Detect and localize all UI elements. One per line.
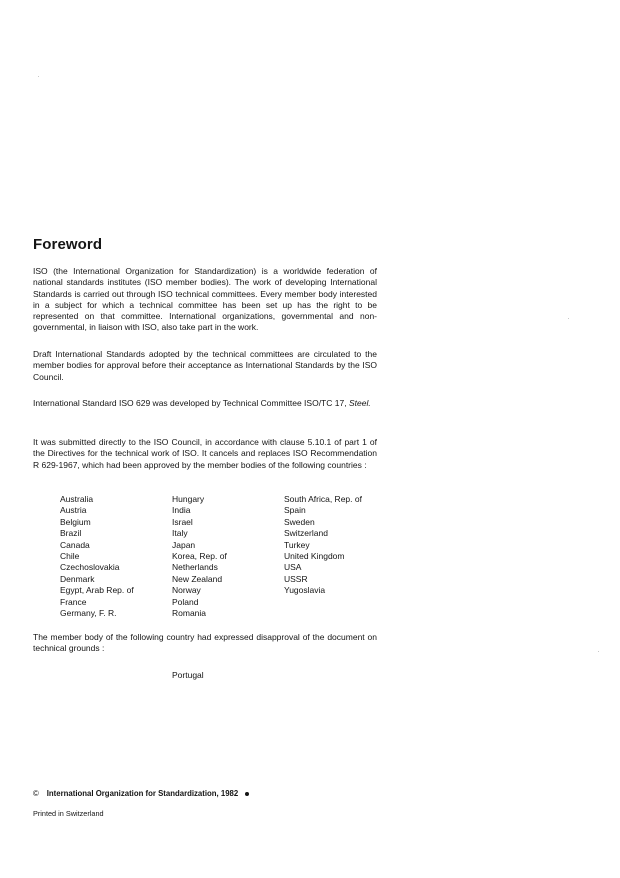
country-name: New Zealand — [172, 573, 223, 584]
country-name: Germany, F. R. — [60, 608, 117, 619]
country-name: Switzerland — [284, 528, 328, 539]
scan-speck — [568, 318, 569, 319]
printed-in-note: Printed in Switzerland — [33, 809, 104, 818]
country-name: Yugoslavia — [284, 585, 326, 596]
country-name: Australia — [60, 494, 94, 504]
country-name: USSR — [284, 573, 308, 584]
country-list-column-1 — [60, 494, 134, 619]
country-name: Hungary — [172, 494, 205, 504]
country-name: Netherlands — [172, 562, 218, 573]
country-name: South Africa, Rep. of — [284, 494, 362, 504]
country-name: Romania — [172, 608, 207, 619]
country-name: Norway — [172, 585, 201, 596]
country-name: Canada — [60, 539, 90, 550]
developed-by-text: International Standard ISO 629 was developed by Technical Committee ISO/TC 17, — [33, 398, 347, 408]
foreword-heading: Foreword — [33, 236, 103, 253]
copyright-line — [33, 789, 249, 798]
country-name: Egypt, Arab Rep. of — [60, 585, 134, 596]
bullet-dot-icon — [245, 792, 249, 796]
country-name: Denmark — [60, 573, 95, 584]
country-name: Turkey — [284, 539, 310, 550]
copyright-text: International Organization for Standardization, 1982 — [46, 789, 239, 798]
country-name: Korea, Rep. of — [172, 551, 227, 562]
country-name: Sweden — [284, 516, 315, 527]
country-name: USA — [284, 562, 302, 573]
country-name: Belgium — [60, 516, 91, 527]
country-name: Spain — [284, 505, 306, 516]
paragraph-submission: It was submitted directly to the ISO Council, in accordance with clause 5.10.1 of part 1 of the Directives for the technical work of ISO. It cancels and replaces ISO Recommendation R 629-1967, which had been approved by the member bodies of the following countries : — [33, 437, 377, 470]
country-name: India — [172, 505, 191, 516]
country-name: France — [60, 596, 87, 607]
paragraph-developed-by — [33, 398, 377, 409]
country-name: Austria — [60, 505, 87, 516]
country-list-column-3 — [284, 494, 362, 597]
country-name: Italy — [172, 528, 188, 539]
scan-speck — [598, 651, 599, 652]
committee-subject: Steel. — [348, 398, 371, 408]
country-name: Japan — [172, 539, 196, 550]
country-name: Israel — [172, 516, 193, 527]
country-name: Chile — [60, 551, 80, 562]
paragraph-disapproval: The member body of the following country had expressed disapproval of the document on technical grounds : — [33, 632, 377, 654]
copyright-icon: © — [33, 789, 39, 798]
country-name: Czechoslovakia — [60, 562, 120, 573]
scan-speck — [38, 76, 39, 77]
country-name: Poland — [172, 596, 199, 607]
disapproving-country: Portugal — [172, 670, 204, 680]
paragraph-draft-standards: Draft International Standards adopted by the technical committees are circulated to the member bodies for approval before their acceptance as International Standards by the ISO Council. — [33, 349, 377, 382]
paragraph-iso-intro: ISO (the International Organization for Standardization) is a worldwide federation of national standards institutes (ISO member bodies). The work of developing International Standards is carried out through ISO technical committees. Every member body interested in a subject for which a technical committee has been set up has the right to be represented on that committee. International organizations, governmental and non-governmental, in liaison with ISO, also take part in the work. — [33, 266, 377, 333]
country-name: Brazil — [60, 528, 82, 539]
country-name: United Kingdom — [284, 551, 345, 562]
country-list-column-2 — [172, 494, 227, 619]
